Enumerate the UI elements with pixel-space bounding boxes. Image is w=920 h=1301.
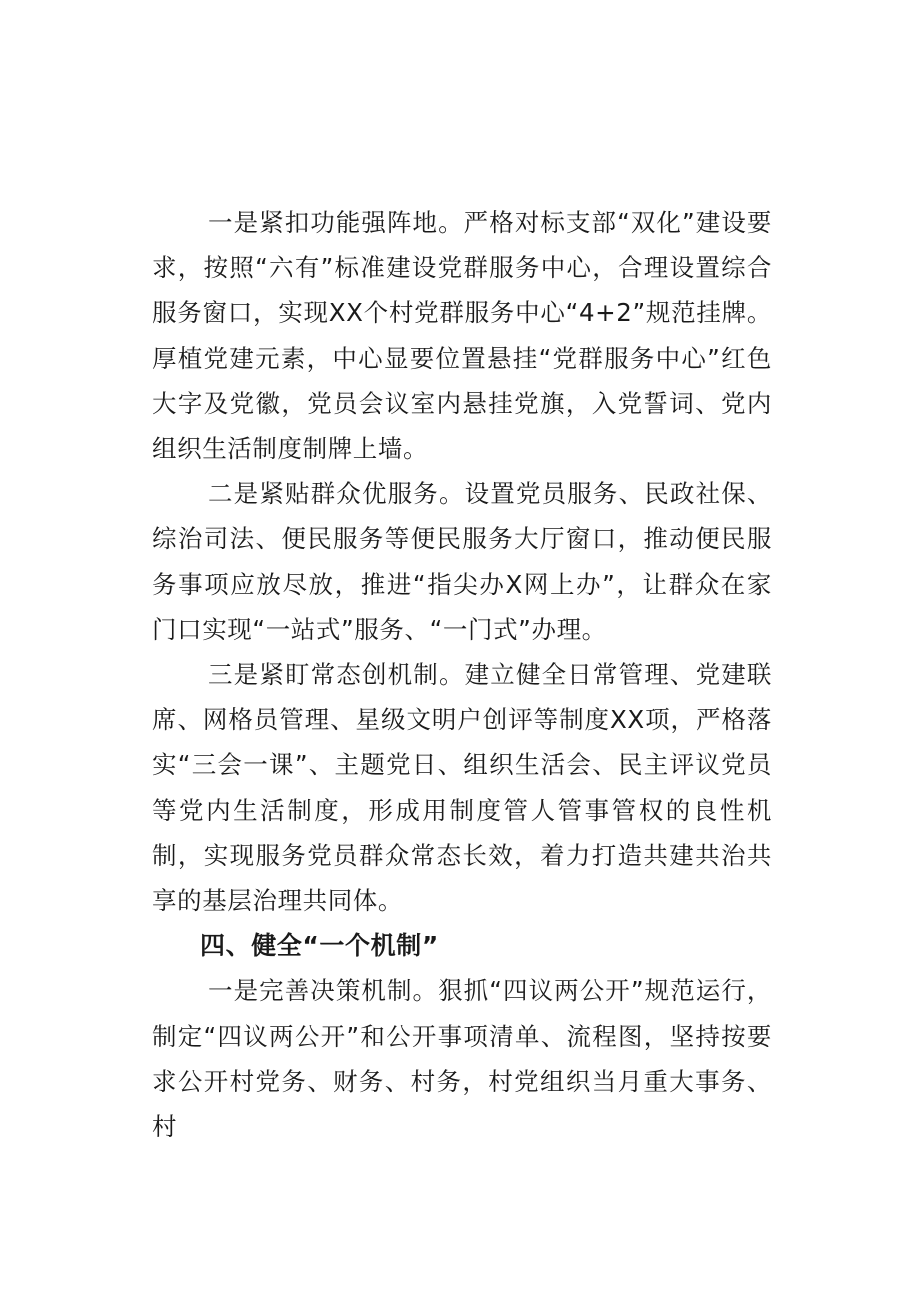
section-heading: 四、健全“一个机制”: [200, 931, 439, 961]
paragraph-function-position: 一是紧扣功能强阵地。严格对标支部“双化”建设要求，按照“六有”标准建设党群服务中心，合理设置综合服务窗口，实现XX个村党群服务中心“4+2”规范挂牌。厚植党建元素，中心显要位置悬挂“党群服务中心”红色大字及党徽，党员会议室内悬挂党旗，入党誓词、党内组织生活制度制牌上墙。: [152, 208, 772, 464]
paragraph-serve-masses: 二是紧贴群众优服务。设置党员服务、民政社保、综治司法、便民服务等便民服务大厅窗口，推动便民服务事项应放尽放，推进“指尖办X网上办”，让群众在家门口实现“一站式”服务、“一门式”办理。: [152, 479, 772, 644]
document-page: [152, 200, 772, 1149]
paragraph-decision-mechanism: 一是完善决策机制。狠抓“四议两公开”规范运行，制定“四议两公开”和公开事项清单、流程图，坚持按要求公开村党务、财务、村务，村党组织当月重大事务、村: [152, 976, 772, 1142]
paragraph-normal-mechanism: 三是紧盯常态创机制。建立健全日常管理、党建联席、网格员管理、星级文明户创评等制度XX项，严格落实“三会一课”、主题党日、组织生活会、民主评议党员等党内生活制度，形成用制度管人管事管权的良性机制，实现服务党员群众常态长效，着力打造共建共治共享的基层治理共同体。: [152, 660, 772, 916]
